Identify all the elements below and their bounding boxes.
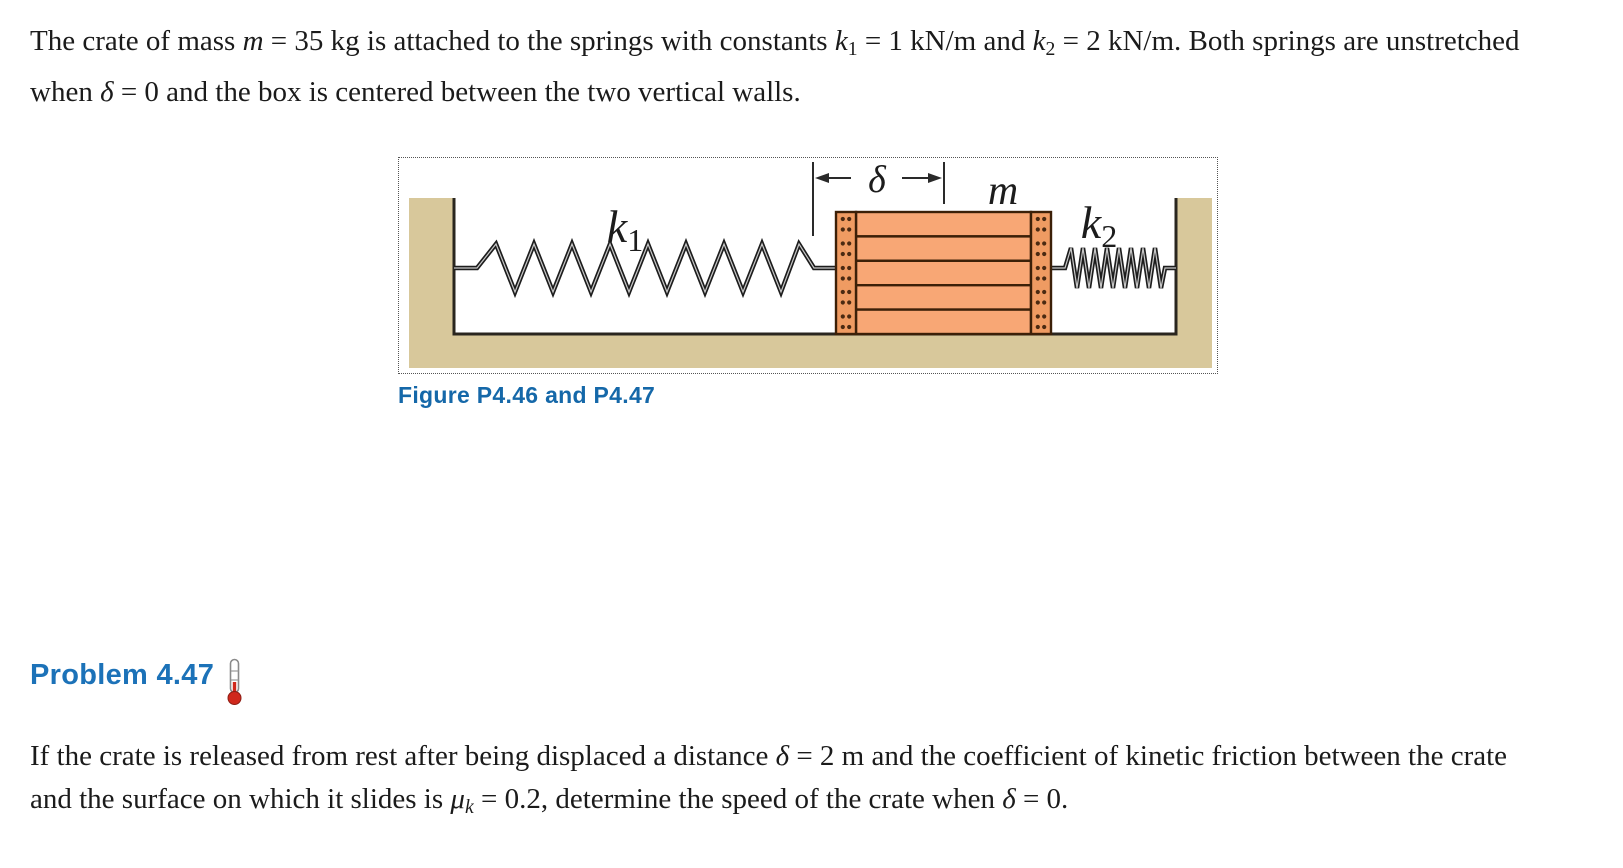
spring-k1 (454, 244, 836, 292)
spring-k2 (1051, 248, 1176, 288)
crate-plank (856, 261, 1031, 285)
figure-panel (398, 157, 1218, 374)
crate (836, 212, 1051, 334)
label-m: m (987, 168, 1019, 214)
figure-caption: Figure P4.46 and P4.47 (398, 382, 656, 408)
thermometer-icon (226, 658, 244, 706)
crate-plank (856, 236, 1031, 260)
intro-paragraph: The crate of mass m = 35 kg is attached to the springs with constants k1 = 1 kN/m and k2 = 2 kN/m. Both springs are unstretched when δ = 0 and the box is centered between the two vertical walls. (30, 25, 1520, 108)
crate-plank (856, 212, 1031, 236)
crate-plank (856, 285, 1031, 309)
crate-plank (856, 310, 1031, 334)
crate-rail-left (836, 212, 856, 334)
label-k1: k1 (606, 201, 644, 258)
figure-diagram (399, 158, 1217, 373)
problem-heading (30, 658, 244, 706)
label-delta: δ (868, 159, 886, 201)
problem-title: Problem 4.47 (30, 659, 215, 691)
problem-statement: If the crate is released from rest after being displaced a distance δ = 2 m and the coefficient of kinetic friction between the crate and the surface on which it slides is μk = 0.2, determine the speed of the crate when δ = 0. (30, 740, 1508, 818)
label-k2: k2 (1080, 197, 1118, 254)
crate-rail-right (1031, 212, 1051, 334)
